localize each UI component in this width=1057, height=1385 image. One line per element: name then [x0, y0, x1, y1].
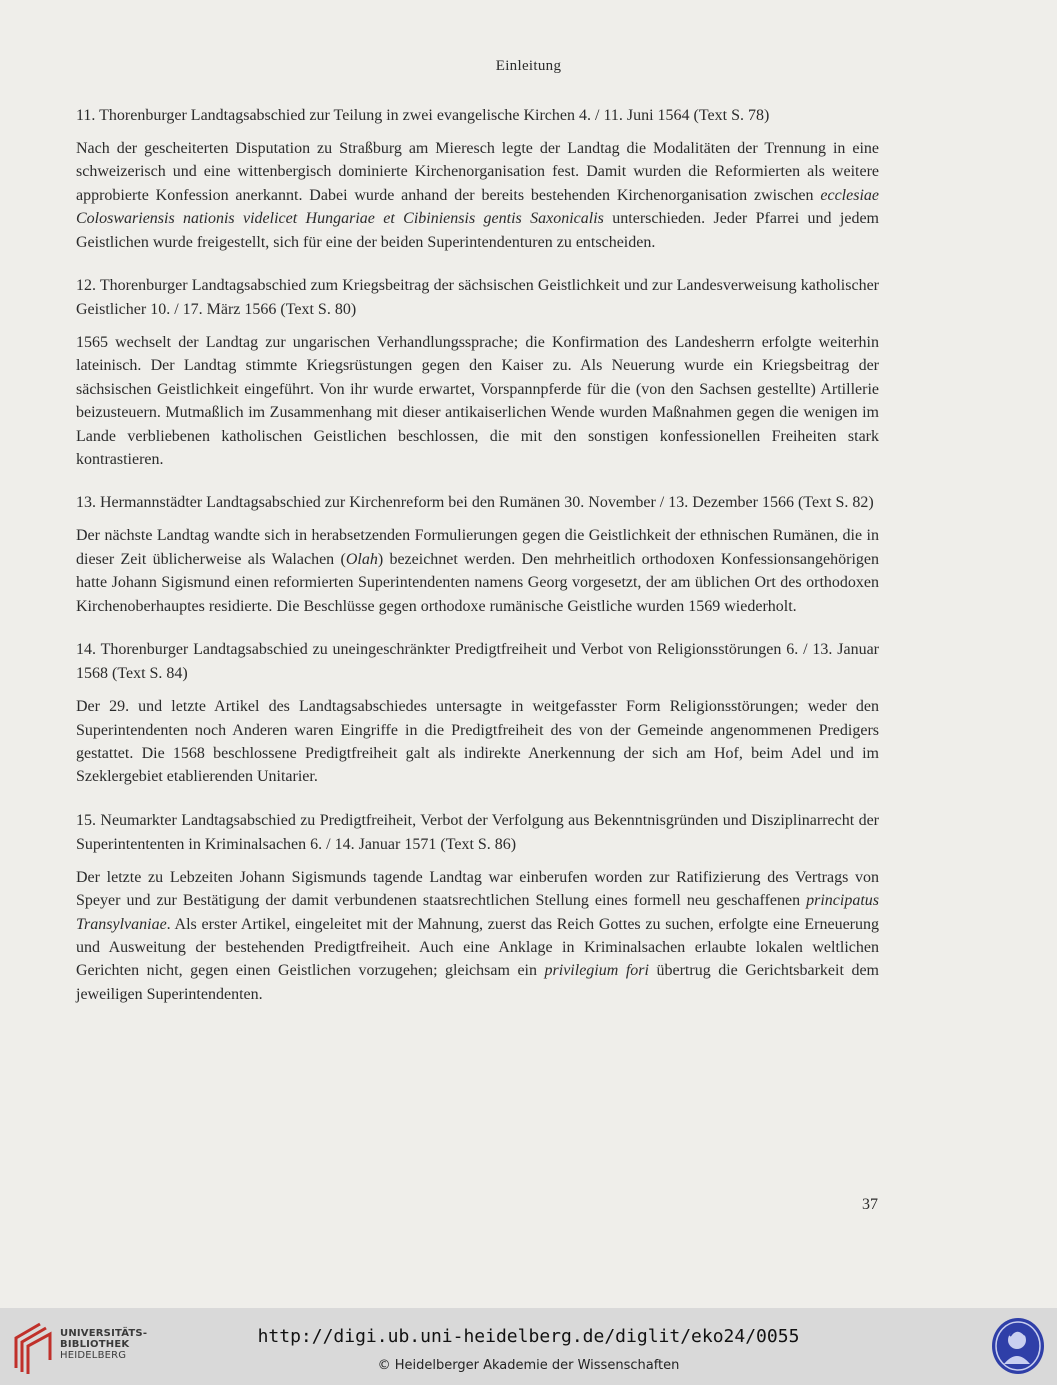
text-run: übertrug die Gerichtsbarkeit dem jeweiligen Superintendenten. [76, 962, 879, 1003]
section [76, 491, 879, 618]
text-run: Der nächste Landtag wandte sich in herabsetzenden Formulierungen gegen die Geistlichkeit der ethnischen Rumänen, die in dieser Zeit üblicherweise als Walachen ( [76, 527, 879, 568]
latin-phrase: ecclesiae Coloswariensis nationis videlicet Hungariae et Cibiniensis gentis Saxonicalis [76, 186, 879, 228]
text-run: Der letzte zu Lebzeiten Johann Sigismunds tagende Landtag war einberufen worden zur Ratifizierung des Vertrags von Speyer und zur Bestätigung der damit verbundenen staatsrechtlichen Stellung eines formell neu geschaffenen [76, 868, 879, 910]
text-run: Der 29. und letzte Artikel des Landtagsabschiedes untersagte in weitgefasster Form Religionsstörungen; weder den Superintendenten noch Anderen waren Eingriffe in die Predigtfreiheit des von der Gemeinde angenommenen Predigers gestattet. Die 1568 beschlossene Predigtfreiheit galt als indirekte Anerkennung der sich am Hof, beim Adel und im Szeklergebiet etablierenden Unitarier. [76, 698, 879, 786]
text-run: . Als erster Artikel, eingeleitet mit der Mahnung, zuerst das Reich Gottes zu suchen, erfolgte eine Erneuerung und Ausweitung der bestehenden Predigtfreiheit. Auch eine Anklage in Kriminalsachen erlaubte lokalen weltlichen Gerichten nicht, gegen einen Geistlichen vorzugehen; gleichsam ein [76, 915, 879, 980]
section-body [76, 866, 879, 1006]
logo-line: BIBLIOTHEK [60, 1339, 130, 1350]
section-heading: 14. Thorenburger Landtagsabschied zu uneingeschränkter Predigtfreiheit und Verbot von Religionsstörungen 6. / 13. Januar 1568 (Text S. 84) [76, 641, 879, 683]
logo-line: UNIVERSITÄTS- [60, 1328, 148, 1339]
section-body [76, 331, 879, 471]
section [76, 274, 879, 471]
section [76, 638, 879, 789]
digital-library-url-link[interactable]: http://digi.ub.uni-heidelberg.de/diglit/eko24/0055 [257, 1326, 800, 1347]
text-run: Nach der gescheiterten Disputation zu Straßburg am Mieresch legte der Landtag die Modalitäten der Trennung in eine schweizerisch und eine wittenbergisch dominierte Kirchenorganisation fest. Damit wurden die Reformierten als weitere approbierte Konfession anerkannt. Dabei wurde anhand der bereits bestehenden Kirchenorganisation zwischen [76, 140, 879, 204]
section-heading: 13. Hermannstädter Landtagsabschied zur Kirchenreform bei den Rumänen 30. November / 13. Dezember 1566 (Text S. 82) [76, 494, 874, 512]
section-body [76, 695, 879, 789]
latin-phrase: principatus Transylvaniae [76, 892, 879, 933]
text-run: unterschieden. Jeder Pfarrei und jedem Geistlichen wurde freigestellt, sich für eine der beiden Superintendenturen zu entscheiden. [76, 210, 879, 251]
running-head: Einleitung [495, 58, 562, 74]
copyright-notice: © Heidelberger Akademie der Wissenschaften [377, 1358, 680, 1373]
text-run: 1565 wechselt der Landtag zur ungarischen Verhandlungssprache; die Konfirmation des Landesherrn erfolgte weiterhin lateinisch. Der Landtag stimmte Kriegsrüstungen gegen den Kaiser zu. Als Neuerung wurde ein Kriegsbeitrag der sächsischen Geistlichkeit eingeführt. Von ihr wurde erwartet, Vorspannpferde für die (von den Sachsen gestellte) Artillerie beizusteuern. Mutmaßlich im Zusammenhang mit dieser antikaiserlichen Wende wurden Maßnahmen gegen die wenigen im Lande verbliebenen katholischen Geistlichen beschlossen, die mit den sonstigen konfessionellen Freiheiten stark kontrastieren. [76, 334, 879, 469]
footer-bar [0, 1308, 1057, 1385]
section [76, 809, 879, 1006]
section-heading: 12. Thorenburger Landtagsabschied zum Kriegsbeitrag der sächsischen Geistlichkeit und zur Landesverweisung katholischer Geistlicher 10. / 17. März 1566 (Text S. 80) [76, 277, 879, 319]
text-run: ) bezeichnet werden. Den mehrheitlich orthodoxen Konfessionsangehörigen hatte Johann Sigismund einen reformierten Superintendenten namens Georg vorgesetzt, der am üblichen Ort des orthodoxen Kirchenoberhauptes residierte. Die Beschlüsse gegen orthodoxe rumänische Geistliche wurden 1569 wiederholt. [76, 550, 880, 615]
logo-line: HEIDELBERG [60, 1350, 127, 1361]
section-heading: 15. Neumarkter Landtagsabschied zu Predigtfreiheit, Verbot der Verfolgung aus Bekenntnisgründen und Disziplinarrecht der Superintententen in Kriminalsachen 6. / 14. Januar 1571 (Text S. 86) [76, 811, 879, 853]
section-heading: 11. Thorenburger Landtagsabschied zur Teilung in zwei evangelische Kirchen 4. / 11. Juni 1564 (Text S. 78) [76, 107, 770, 124]
academy-seal-icon[interactable] [990, 1316, 1046, 1376]
section-body [76, 137, 879, 254]
section [76, 104, 879, 254]
latin-phrase: Olah [345, 550, 378, 568]
section-body [76, 524, 879, 618]
main-content [76, 104, 879, 1026]
latin-phrase: privilegium fori [544, 962, 649, 980]
page-number: 37 [862, 1196, 878, 1213]
